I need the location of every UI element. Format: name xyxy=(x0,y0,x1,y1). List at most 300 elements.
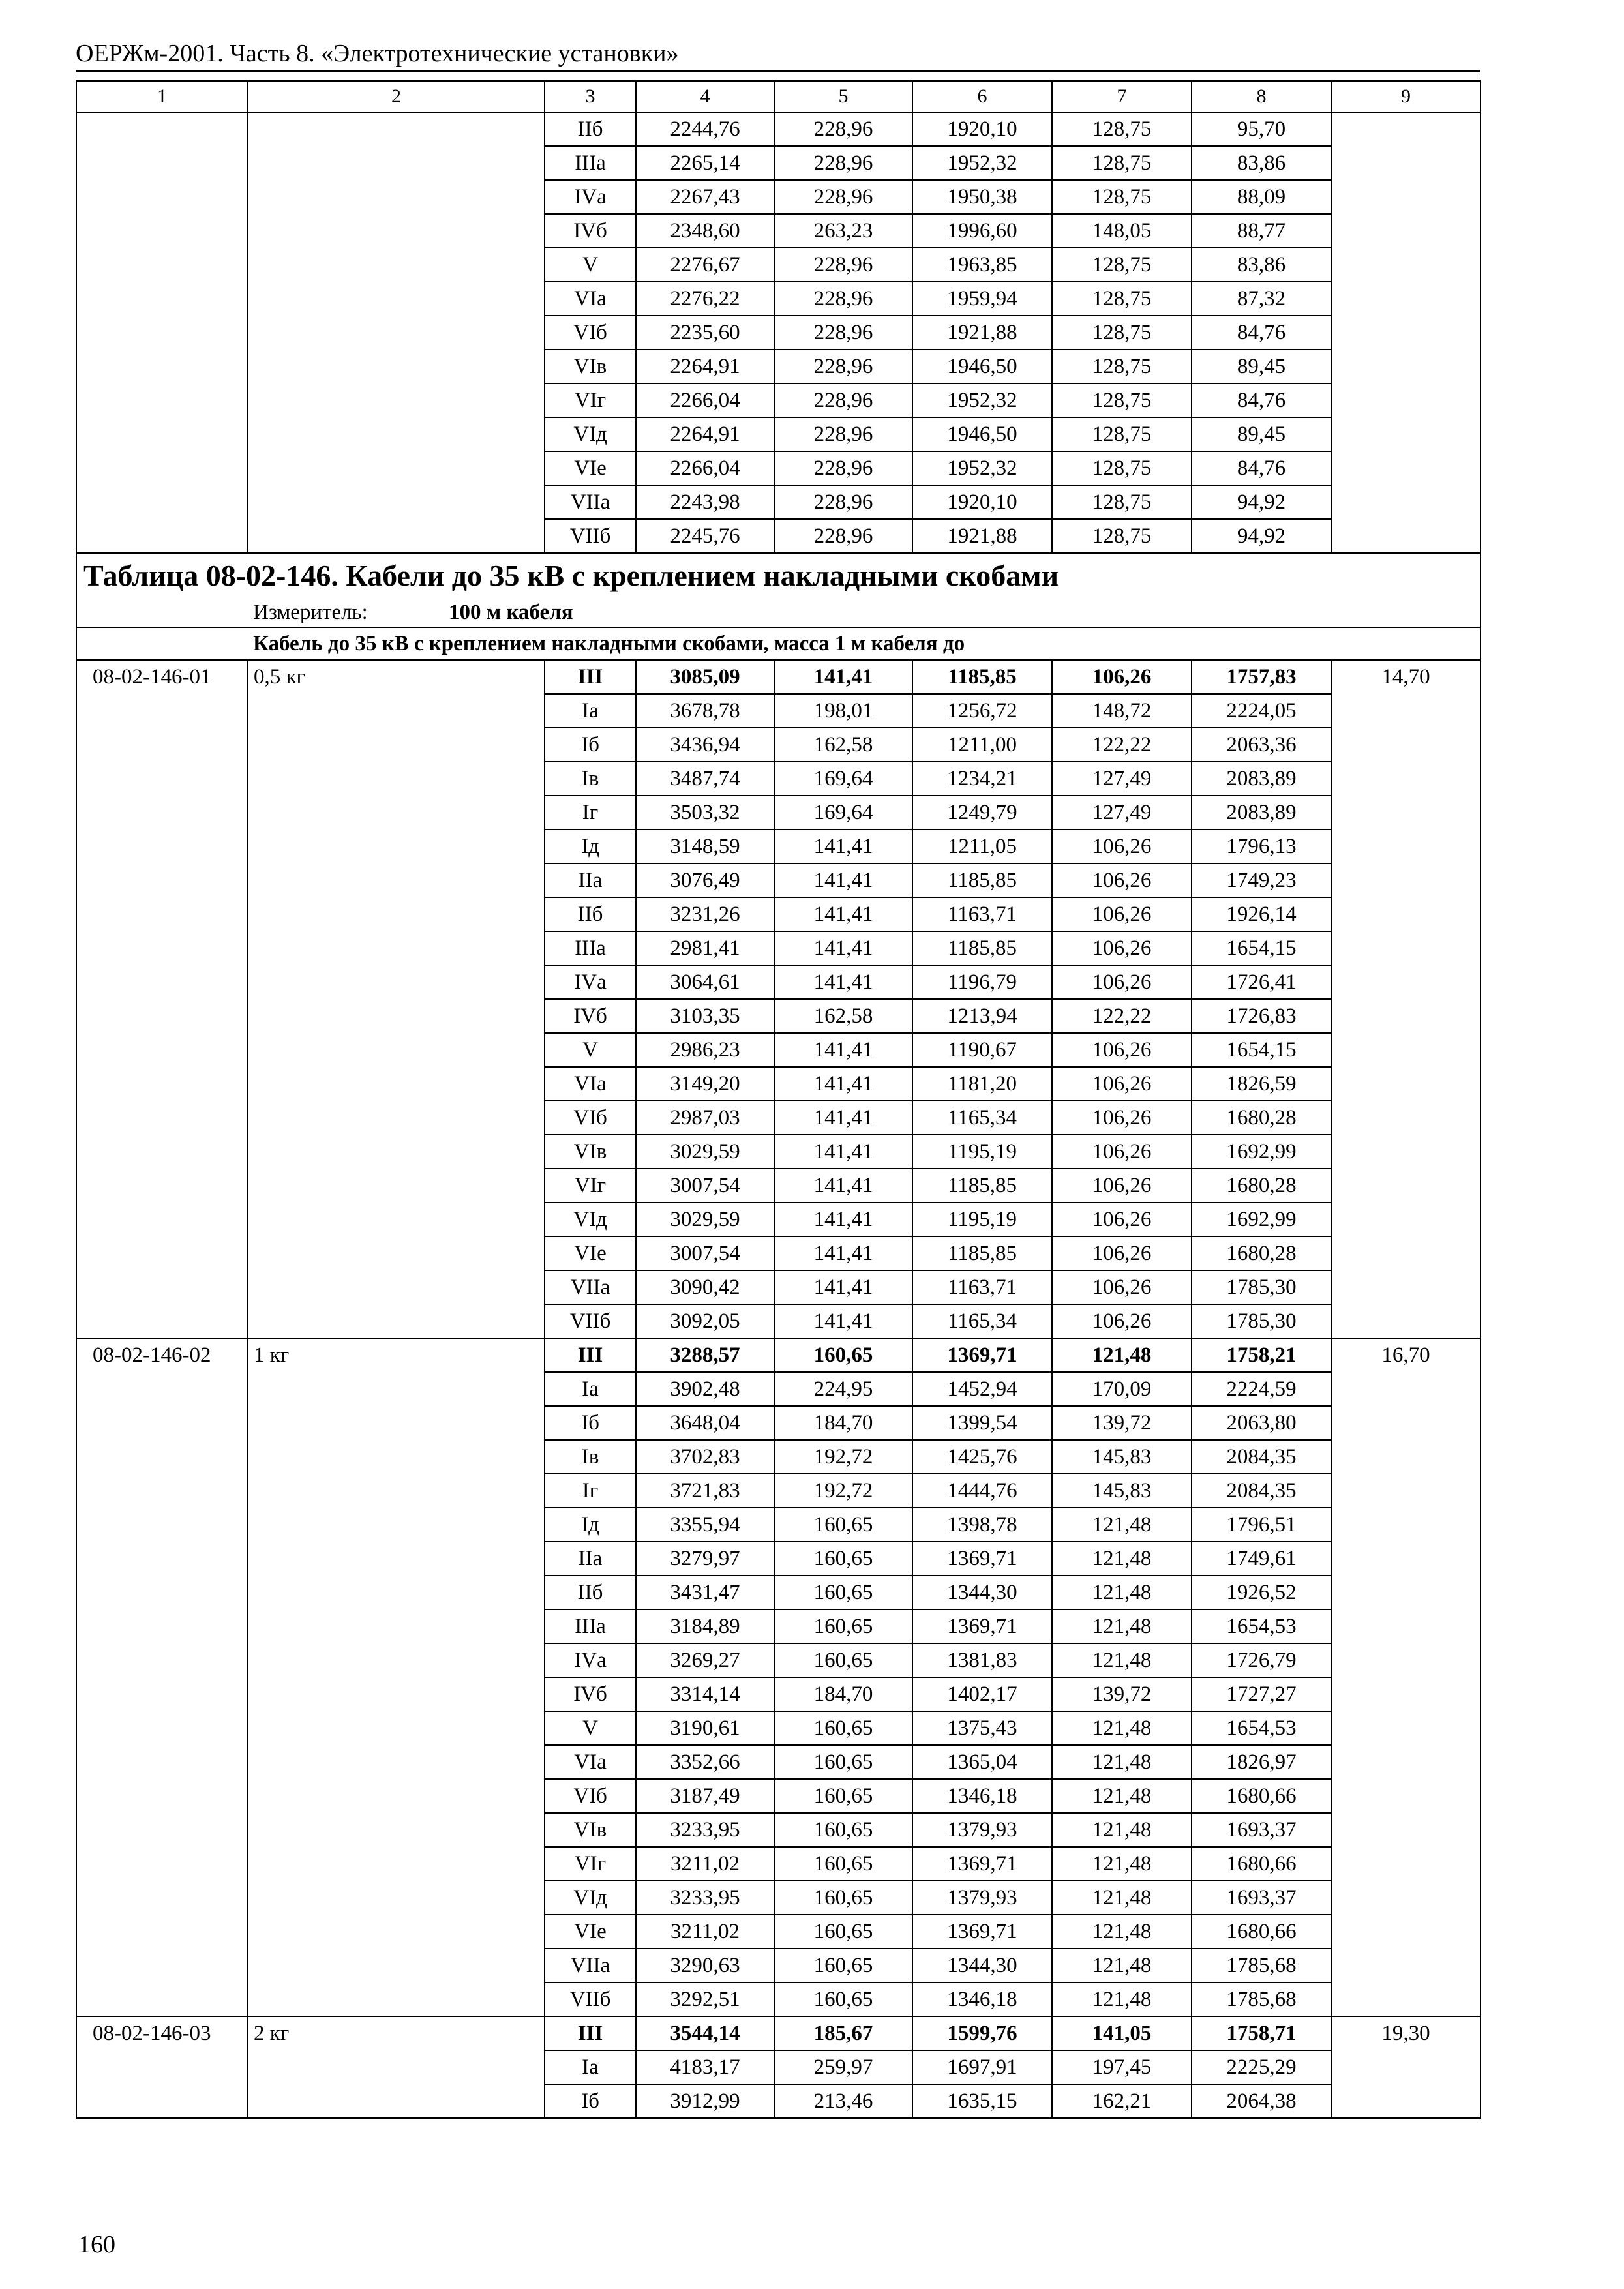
value-cell: 3503,32 xyxy=(636,796,774,830)
table-title: Таблица 08-02-146. Кабели до 35 кВ с креплением накладными скобами xyxy=(76,553,1481,598)
value-cell: 1344,30 xyxy=(912,1576,1052,1609)
value-cell: 2083,89 xyxy=(1192,796,1331,830)
category-cell: VIб xyxy=(545,316,636,350)
value-cell: 228,96 xyxy=(774,146,912,180)
value-cell: 169,64 xyxy=(774,762,912,796)
category-cell: V xyxy=(545,1711,636,1745)
value-cell: 1796,13 xyxy=(1192,830,1331,863)
table-title-row xyxy=(76,553,1481,598)
value-cell: 121,48 xyxy=(1052,1982,1192,2016)
value-cell: 213,46 xyxy=(774,2084,912,2118)
value-cell: 148,72 xyxy=(1052,694,1192,728)
category-cell: V xyxy=(545,1033,636,1067)
category-cell: VIб xyxy=(545,1101,636,1135)
value-cell: 139,72 xyxy=(1052,1677,1192,1711)
value-cell: 2244,76 xyxy=(636,112,774,146)
value-cell: 1680,66 xyxy=(1192,1915,1331,1949)
value-cell: 106,26 xyxy=(1052,1067,1192,1101)
value-cell: 3007,54 xyxy=(636,1169,774,1203)
value-cell: 1920,10 xyxy=(912,112,1052,146)
value-cell: 3085,09 xyxy=(636,660,774,694)
value-cell: 128,75 xyxy=(1052,146,1192,180)
value-cell: 128,75 xyxy=(1052,180,1192,214)
page-header: ОЕРЖм-2001. Часть 8. «Электротехнические установки» xyxy=(76,40,679,67)
col9-cell: 16,70 xyxy=(1331,1338,1481,2016)
value-cell: 1256,72 xyxy=(912,694,1052,728)
value-cell: 1946,50 xyxy=(912,417,1052,451)
value-cell: 1346,18 xyxy=(912,1982,1052,2016)
value-cell: 148,05 xyxy=(1052,214,1192,248)
value-cell: 1346,18 xyxy=(912,1779,1052,1813)
value-cell: 3184,89 xyxy=(636,1609,774,1643)
value-cell: 1693,37 xyxy=(1192,1813,1331,1847)
value-cell: 1369,71 xyxy=(912,1915,1052,1949)
value-cell: 1195,19 xyxy=(912,1203,1052,1236)
category-cell: IIб xyxy=(545,1576,636,1609)
category-cell: IIIа xyxy=(545,1609,636,1643)
value-cell: 3431,47 xyxy=(636,1576,774,1609)
value-cell: 2063,80 xyxy=(1192,1406,1331,1440)
value-cell: 106,26 xyxy=(1052,660,1192,694)
value-cell: 1654,53 xyxy=(1192,1609,1331,1643)
value-cell: 1375,43 xyxy=(912,1711,1052,1745)
table-row xyxy=(76,660,1481,694)
category-cell: III xyxy=(545,1338,636,1372)
value-cell: 88,77 xyxy=(1192,214,1331,248)
value-cell: 121,48 xyxy=(1052,1609,1192,1643)
value-cell: 3090,42 xyxy=(636,1270,774,1304)
code-cell xyxy=(76,112,248,553)
value-cell: 106,26 xyxy=(1052,1203,1192,1236)
value-cell: 1921,88 xyxy=(912,519,1052,553)
column-numbers-row xyxy=(76,81,1481,112)
value-cell: 1211,00 xyxy=(912,728,1052,762)
value-cell: 1379,93 xyxy=(912,1881,1052,1915)
value-cell: 87,32 xyxy=(1192,282,1331,316)
value-cell: 160,65 xyxy=(774,1813,912,1847)
value-cell: 3355,94 xyxy=(636,1508,774,1542)
category-cell: IIб xyxy=(545,112,636,146)
value-cell: 1402,17 xyxy=(912,1677,1052,1711)
category-cell: VIIа xyxy=(545,1270,636,1304)
value-cell: 1452,94 xyxy=(912,1372,1052,1406)
value-cell: 2224,05 xyxy=(1192,694,1331,728)
value-cell: 3288,57 xyxy=(636,1338,774,1372)
category-cell: Iг xyxy=(545,1474,636,1508)
value-cell: 160,65 xyxy=(774,1982,912,2016)
value-cell: 1826,59 xyxy=(1192,1067,1331,1101)
value-cell: 1959,94 xyxy=(912,282,1052,316)
value-cell: 3233,95 xyxy=(636,1813,774,1847)
value-cell: 1920,10 xyxy=(912,485,1052,519)
value-cell: 1379,93 xyxy=(912,1813,1052,1847)
value-cell: 121,48 xyxy=(1052,1949,1192,1982)
value-cell: 141,41 xyxy=(774,1304,912,1338)
code-cell: 08-02-146-02 xyxy=(76,1338,248,2016)
value-cell: 1369,71 xyxy=(912,1542,1052,1576)
column-number-cell: 9 xyxy=(1331,81,1481,112)
category-cell: Iб xyxy=(545,2084,636,2118)
column-number-cell: 8 xyxy=(1192,81,1331,112)
value-cell: 1952,32 xyxy=(912,451,1052,485)
value-cell: 95,70 xyxy=(1192,112,1331,146)
value-cell: 2987,03 xyxy=(636,1101,774,1135)
value-cell: 141,41 xyxy=(774,830,912,863)
value-cell: 3721,83 xyxy=(636,1474,774,1508)
category-cell: Iв xyxy=(545,762,636,796)
code-cell: 08-02-146-01 xyxy=(76,660,248,1338)
value-cell: 106,26 xyxy=(1052,1101,1192,1135)
column-number-cell: 7 xyxy=(1052,81,1192,112)
value-cell: 1826,97 xyxy=(1192,1745,1331,1779)
value-cell: 1381,83 xyxy=(912,1643,1052,1677)
category-cell: IIа xyxy=(545,1542,636,1576)
value-cell: 1163,71 xyxy=(912,1270,1052,1304)
value-cell: 106,26 xyxy=(1052,830,1192,863)
value-cell: 160,65 xyxy=(774,1711,912,1745)
value-cell: 88,09 xyxy=(1192,180,1331,214)
value-cell: 3007,54 xyxy=(636,1236,774,1270)
value-cell: 3029,59 xyxy=(636,1203,774,1236)
value-cell: 84,76 xyxy=(1192,316,1331,350)
category-cell: III xyxy=(545,2016,636,2050)
value-cell: 192,72 xyxy=(774,1474,912,1508)
value-cell: 106,26 xyxy=(1052,1135,1192,1169)
value-cell: 1185,85 xyxy=(912,1169,1052,1203)
value-cell: 89,45 xyxy=(1192,417,1331,451)
value-cell: 3648,04 xyxy=(636,1406,774,1440)
value-cell: 128,75 xyxy=(1052,282,1192,316)
rates-table xyxy=(76,80,1481,2119)
value-cell: 1163,71 xyxy=(912,897,1052,931)
value-cell: 228,96 xyxy=(774,248,912,282)
value-cell: 139,72 xyxy=(1052,1406,1192,1440)
value-cell: 1749,23 xyxy=(1192,863,1331,897)
value-cell: 1599,76 xyxy=(912,2016,1052,2050)
category-cell: VIг xyxy=(545,1169,636,1203)
value-cell: 3187,49 xyxy=(636,1779,774,1813)
value-cell: 1921,88 xyxy=(912,316,1052,350)
value-cell: 1211,05 xyxy=(912,830,1052,863)
category-cell: Iд xyxy=(545,1508,636,1542)
value-cell: 1952,32 xyxy=(912,383,1052,417)
value-cell: 1757,83 xyxy=(1192,660,1331,694)
value-cell: 1697,91 xyxy=(912,2050,1052,2084)
value-cell: 184,70 xyxy=(774,1677,912,1711)
value-cell: 1654,15 xyxy=(1192,1033,1331,1067)
value-cell: 1654,15 xyxy=(1192,931,1331,965)
value-cell: 1726,83 xyxy=(1192,999,1331,1033)
value-cell: 160,65 xyxy=(774,1881,912,1915)
category-cell: IVа xyxy=(545,180,636,214)
value-cell: 198,01 xyxy=(774,694,912,728)
value-cell: 106,26 xyxy=(1052,1033,1192,1067)
value-cell: 160,65 xyxy=(774,1779,912,1813)
value-cell: 1181,20 xyxy=(912,1067,1052,1101)
value-cell: 1185,85 xyxy=(912,660,1052,694)
category-cell: VIд xyxy=(545,417,636,451)
value-cell: 83,86 xyxy=(1192,248,1331,282)
value-cell: 121,48 xyxy=(1052,1881,1192,1915)
value-cell: 228,96 xyxy=(774,451,912,485)
value-cell: 3902,48 xyxy=(636,1372,774,1406)
value-cell: 1749,61 xyxy=(1192,1542,1331,1576)
description-cell xyxy=(248,112,545,553)
value-cell: 1796,51 xyxy=(1192,1508,1331,1542)
value-cell: 121,48 xyxy=(1052,1338,1192,1372)
value-cell: 228,96 xyxy=(774,350,912,383)
value-cell: 106,26 xyxy=(1052,1236,1192,1270)
value-cell: 141,41 xyxy=(774,1236,912,1270)
value-cell: 2083,89 xyxy=(1192,762,1331,796)
value-cell: 1190,67 xyxy=(912,1033,1052,1067)
category-cell: VIг xyxy=(545,1847,636,1881)
value-cell: 128,75 xyxy=(1052,417,1192,451)
value-cell: 106,26 xyxy=(1052,1304,1192,1338)
value-cell: 128,75 xyxy=(1052,485,1192,519)
value-cell: 128,75 xyxy=(1052,519,1192,553)
value-cell: 228,96 xyxy=(774,112,912,146)
value-cell: 228,96 xyxy=(774,519,912,553)
col9-cell: 14,70 xyxy=(1331,660,1481,1338)
value-cell: 1344,30 xyxy=(912,1949,1052,1982)
value-cell: 197,45 xyxy=(1052,2050,1192,2084)
value-cell: 160,65 xyxy=(774,1542,912,1576)
value-cell: 128,75 xyxy=(1052,383,1192,417)
table-row xyxy=(76,2016,1481,2050)
category-cell: IVб xyxy=(545,1677,636,1711)
value-cell: 1693,37 xyxy=(1192,1881,1331,1915)
value-cell: 160,65 xyxy=(774,1949,912,1982)
category-cell: VIIб xyxy=(545,1304,636,1338)
value-cell: 1654,53 xyxy=(1192,1711,1331,1745)
value-cell: 228,96 xyxy=(774,180,912,214)
unit-row xyxy=(76,598,1481,627)
value-cell: 2245,76 xyxy=(636,519,774,553)
value-cell: 160,65 xyxy=(774,1576,912,1609)
value-cell: 1213,94 xyxy=(912,999,1052,1033)
description-cell: 0,5 кг xyxy=(248,660,545,1338)
value-cell: 1950,38 xyxy=(912,180,1052,214)
value-cell: 121,48 xyxy=(1052,1779,1192,1813)
value-cell: 3702,83 xyxy=(636,1440,774,1474)
table-row xyxy=(76,112,1481,146)
category-cell: VIа xyxy=(545,282,636,316)
value-cell: 3076,49 xyxy=(636,863,774,897)
value-cell: 160,65 xyxy=(774,1847,912,1881)
value-cell: 1946,50 xyxy=(912,350,1052,383)
value-cell: 122,22 xyxy=(1052,999,1192,1033)
value-cell: 1185,85 xyxy=(912,931,1052,965)
value-cell: 121,48 xyxy=(1052,1643,1192,1677)
value-cell: 170,09 xyxy=(1052,1372,1192,1406)
value-cell: 121,48 xyxy=(1052,1745,1192,1779)
value-cell: 4183,17 xyxy=(636,2050,774,2084)
value-cell: 224,95 xyxy=(774,1372,912,1406)
value-cell: 94,92 xyxy=(1192,519,1331,553)
column-number-cell: 5 xyxy=(774,81,912,112)
category-cell: Iг xyxy=(545,796,636,830)
value-cell: 141,41 xyxy=(774,863,912,897)
value-cell: 1185,85 xyxy=(912,1236,1052,1270)
value-cell: 128,75 xyxy=(1052,350,1192,383)
value-cell: 3148,59 xyxy=(636,830,774,863)
value-cell: 3269,27 xyxy=(636,1643,774,1677)
value-cell: 141,41 xyxy=(774,1067,912,1101)
category-cell: Iв xyxy=(545,1440,636,1474)
value-cell: 141,41 xyxy=(774,1203,912,1236)
category-cell: Iа xyxy=(545,694,636,728)
value-cell: 2084,35 xyxy=(1192,1474,1331,1508)
column-number-cell: 6 xyxy=(912,81,1052,112)
value-cell: 84,76 xyxy=(1192,451,1331,485)
value-cell: 192,72 xyxy=(774,1440,912,1474)
col9-cell xyxy=(1331,112,1481,553)
value-cell: 145,83 xyxy=(1052,1440,1192,1474)
value-cell: 141,41 xyxy=(774,1135,912,1169)
value-cell: 1926,14 xyxy=(1192,897,1331,931)
category-cell: IVб xyxy=(545,214,636,248)
category-cell: Iб xyxy=(545,728,636,762)
value-cell: 1425,76 xyxy=(912,1440,1052,1474)
value-cell: 3231,26 xyxy=(636,897,774,931)
category-cell: Iа xyxy=(545,1372,636,1406)
value-cell: 141,41 xyxy=(774,965,912,999)
category-cell: VIв xyxy=(545,1135,636,1169)
value-cell: 3314,14 xyxy=(636,1677,774,1711)
value-cell: 127,49 xyxy=(1052,762,1192,796)
value-cell: 160,65 xyxy=(774,1745,912,1779)
value-cell: 1444,76 xyxy=(912,1474,1052,1508)
value-cell: 1365,04 xyxy=(912,1745,1052,1779)
category-cell: VIIа xyxy=(545,485,636,519)
category-cell: VIд xyxy=(545,1203,636,1236)
value-cell: 228,96 xyxy=(774,383,912,417)
category-cell: VIд xyxy=(545,1881,636,1915)
value-cell: 1185,85 xyxy=(912,863,1052,897)
value-cell: 1398,78 xyxy=(912,1508,1052,1542)
category-cell: VIIа xyxy=(545,1949,636,1982)
value-cell: 2986,23 xyxy=(636,1033,774,1067)
value-cell: 3029,59 xyxy=(636,1135,774,1169)
category-cell: VIIб xyxy=(545,519,636,553)
value-cell: 185,67 xyxy=(774,2016,912,2050)
value-cell: 3064,61 xyxy=(636,965,774,999)
value-cell: 121,48 xyxy=(1052,1915,1192,1949)
value-cell: 1680,66 xyxy=(1192,1779,1331,1813)
value-cell: 2266,04 xyxy=(636,383,774,417)
value-cell: 3092,05 xyxy=(636,1304,774,1338)
value-cell: 84,76 xyxy=(1192,383,1331,417)
value-cell: 1758,21 xyxy=(1192,1338,1331,1372)
value-cell: 141,41 xyxy=(774,1101,912,1135)
value-cell: 169,64 xyxy=(774,796,912,830)
table-row xyxy=(76,1338,1481,1372)
category-cell: VIв xyxy=(545,350,636,383)
column-number-cell: 3 xyxy=(545,81,636,112)
value-cell: 1785,68 xyxy=(1192,1949,1331,1982)
category-cell: VIе xyxy=(545,1915,636,1949)
value-cell: 2348,60 xyxy=(636,214,774,248)
value-cell: 127,49 xyxy=(1052,796,1192,830)
header-rule xyxy=(76,70,1480,72)
value-cell: 2981,41 xyxy=(636,931,774,965)
value-cell: 1680,28 xyxy=(1192,1101,1331,1135)
category-cell: Iб xyxy=(545,1406,636,1440)
value-cell: 1758,71 xyxy=(1192,2016,1331,2050)
value-cell: 106,26 xyxy=(1052,931,1192,965)
unit-cell xyxy=(76,598,1481,627)
value-cell: 184,70 xyxy=(774,1406,912,1440)
value-cell: 1785,68 xyxy=(1192,1982,1331,2016)
value-cell: 263,23 xyxy=(774,214,912,248)
value-cell: 1996,60 xyxy=(912,214,1052,248)
section-row xyxy=(76,627,1481,660)
value-cell: 2276,22 xyxy=(636,282,774,316)
value-cell: 2264,91 xyxy=(636,350,774,383)
value-cell: 1926,52 xyxy=(1192,1576,1331,1609)
value-cell: 228,96 xyxy=(774,316,912,350)
value-cell: 106,26 xyxy=(1052,897,1192,931)
value-cell: 1369,71 xyxy=(912,1338,1052,1372)
value-cell: 1234,21 xyxy=(912,762,1052,796)
value-cell: 106,26 xyxy=(1052,965,1192,999)
value-cell: 141,41 xyxy=(774,1270,912,1304)
value-cell: 228,96 xyxy=(774,282,912,316)
value-cell: 3487,74 xyxy=(636,762,774,796)
value-cell: 162,58 xyxy=(774,728,912,762)
value-cell: 121,48 xyxy=(1052,1711,1192,1745)
value-cell: 3279,97 xyxy=(636,1542,774,1576)
unit-value: 100 м кабеля xyxy=(449,601,573,624)
value-cell: 1399,54 xyxy=(912,1406,1052,1440)
value-cell: 141,41 xyxy=(774,931,912,965)
category-cell: VIг xyxy=(545,383,636,417)
value-cell: 3436,94 xyxy=(636,728,774,762)
value-cell: 1727,27 xyxy=(1192,1677,1331,1711)
value-cell: 2264,91 xyxy=(636,417,774,451)
category-cell: IVб xyxy=(545,999,636,1033)
value-cell: 2063,36 xyxy=(1192,728,1331,762)
value-cell: 1195,19 xyxy=(912,1135,1052,1169)
category-cell: VIе xyxy=(545,1236,636,1270)
value-cell: 2265,14 xyxy=(636,146,774,180)
value-cell: 3678,78 xyxy=(636,694,774,728)
category-cell: Iа xyxy=(545,2050,636,2084)
column-number-cell: 4 xyxy=(636,81,774,112)
value-cell: 1635,15 xyxy=(912,2084,1052,2118)
value-cell: 1196,79 xyxy=(912,965,1052,999)
value-cell: 228,96 xyxy=(774,417,912,451)
value-cell: 259,97 xyxy=(774,2050,912,2084)
value-cell: 3352,66 xyxy=(636,1745,774,1779)
category-cell: VIа xyxy=(545,1745,636,1779)
category-cell: IIб xyxy=(545,897,636,931)
value-cell: 121,48 xyxy=(1052,1813,1192,1847)
value-cell: 160,65 xyxy=(774,1643,912,1677)
page-number: 160 xyxy=(78,2231,115,2258)
value-cell: 1165,34 xyxy=(912,1101,1052,1135)
category-cell: IVа xyxy=(545,1643,636,1677)
category-cell: IIIа xyxy=(545,146,636,180)
value-cell: 1952,32 xyxy=(912,146,1052,180)
value-cell: 3233,95 xyxy=(636,1881,774,1915)
value-cell: 3149,20 xyxy=(636,1067,774,1101)
value-cell: 2276,67 xyxy=(636,248,774,282)
value-cell: 2267,43 xyxy=(636,180,774,214)
value-cell: 128,75 xyxy=(1052,112,1192,146)
value-cell: 106,26 xyxy=(1052,1270,1192,1304)
